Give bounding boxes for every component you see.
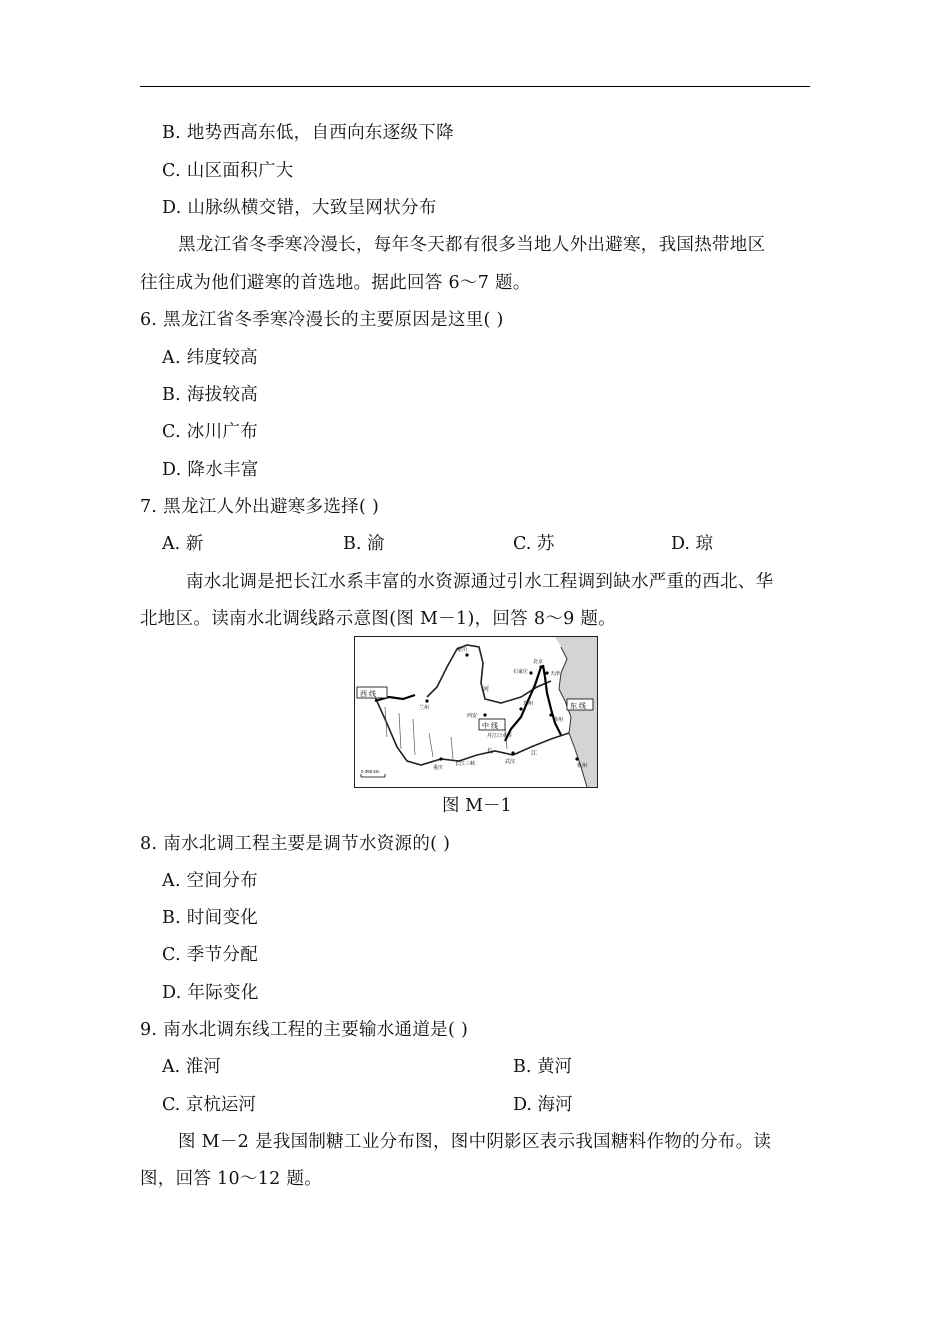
- east-route-label: 东 线: [570, 703, 586, 710]
- city-dot-wuhan: [511, 751, 514, 754]
- city-dot-shijiazhuang: [529, 671, 532, 674]
- city-label-shijiazhuang: 石家庄: [513, 669, 529, 675]
- intro-8-9-line1: 南水北调是把长江水系丰富的水资源通过引水工程调到缺水严重的西北、华: [186, 572, 774, 592]
- q7-option-d: D. 琼: [671, 534, 714, 554]
- city-label-beijing: 北京: [533, 659, 544, 665]
- river-label-he: 河: [483, 687, 490, 693]
- intro-6-7-line2: 往往成为他们避寒的首选地。据此回答 6～7 题。: [140, 273, 531, 293]
- q8-option-d: D. 年际变化: [162, 983, 259, 1003]
- yellow-river: [427, 645, 551, 703]
- q8-option-a: A. 空间分布: [162, 871, 258, 891]
- q7-option-c: C. 苏: [513, 534, 555, 554]
- city-label-lanzhou: 兰州: [419, 705, 430, 711]
- q6-stem: 6. 黑龙江省冬季寒冷漫长的主要原因是这里( ): [140, 310, 504, 330]
- city-label-xian: 西安: [467, 713, 478, 719]
- city-dot-zhengzhou: [519, 707, 522, 710]
- q7-option-a: A. 新: [162, 534, 204, 554]
- city-dot-xian: [483, 713, 486, 716]
- intro-8-9-line2: 北地区。读南水北调线路示意图(图 M－1)，回答 8～9 题。: [140, 609, 616, 629]
- city-label-tianjin: 天津: [550, 671, 561, 677]
- q5-option-d: D. 山脉纵横交错，大致呈网状分布: [162, 198, 437, 218]
- scale-label: 0 350 km: [361, 769, 380, 774]
- dam-label-sanxia: 长江三峡: [455, 761, 476, 767]
- q6-option-b: B. 海拔较高: [162, 385, 259, 405]
- intro-10-12-line1: 图 M－2 是我国制糖工业分布图，图中阴影区表示我国糖料作物的分布。读: [178, 1132, 772, 1152]
- figure-caption: 图 M－1: [442, 796, 512, 816]
- q9-option-a: A. 淮河: [162, 1057, 221, 1077]
- sea-area: [555, 637, 597, 787]
- intro-10-12-line2: 图，回答 10～12 题。: [140, 1169, 323, 1189]
- q8-option-b: B. 时间变化: [162, 908, 259, 928]
- city-label-yinchuan: 银川: [457, 647, 468, 653]
- q5-option-c: C. 山区面积广大: [162, 161, 294, 181]
- q7-option-b: B. 渝: [343, 534, 385, 554]
- city-dot-chongqing: [439, 757, 442, 760]
- city-dot-beijing: [539, 665, 542, 668]
- header-rule: [140, 86, 810, 87]
- q5-option-b: B. 地势西高东低，自西向东逐级下降: [162, 123, 454, 143]
- city-dot-lanzhou: [425, 699, 428, 702]
- q9-option-d: D. 海河: [513, 1095, 573, 1115]
- city-dot-hangzhou: [575, 757, 578, 760]
- q9-option-c: C. 京杭运河: [162, 1095, 256, 1115]
- city-label-xuzhou: 徐州: [553, 717, 564, 723]
- q6-option-d: D. 降水丰富: [162, 460, 259, 480]
- city-label-zhengzhou: 郑州: [523, 701, 534, 707]
- scale-bar: [361, 774, 385, 777]
- intro-6-7-line1: 黑龙江省冬季寒冷漫长，每年冬天都有很多当地人外出避寒，我国热带地区: [178, 235, 766, 255]
- q8-option-c: C. 季节分配: [162, 945, 258, 965]
- city-label-hangzhou: 杭州: [577, 763, 588, 769]
- city-label-chongqing: 重庆: [433, 765, 444, 771]
- q6-option-a: A. 纬度较高: [162, 348, 258, 368]
- q9-stem: 9. 南水北调东线工程的主要输水通道是( ): [140, 1020, 469, 1040]
- yangtze-river: [375, 697, 569, 765]
- south-north-water-diversion-map: [354, 636, 598, 788]
- q7-stem: 7. 黑龙江人外出避寒多选择( ): [140, 497, 380, 517]
- middle-route-label: 中 线: [482, 723, 498, 730]
- city-label-wuhan: 武汉: [505, 759, 516, 765]
- city-dot-tianjin: [545, 671, 548, 674]
- q6-option-c: C. 冰川广布: [162, 422, 258, 442]
- west-route-label: 西 线: [360, 691, 376, 698]
- river-label-chang: 长: [487, 749, 494, 755]
- city-dot-yinchuan: [465, 653, 468, 656]
- river-label-jiang: 江: [531, 751, 538, 757]
- q8-stem: 8. 南水北调工程主要是调节水资源的( ): [140, 834, 451, 854]
- q9-option-b: B. 黄河: [513, 1057, 572, 1077]
- dam-label-danjiangkou: 丹江口水库: [487, 733, 513, 739]
